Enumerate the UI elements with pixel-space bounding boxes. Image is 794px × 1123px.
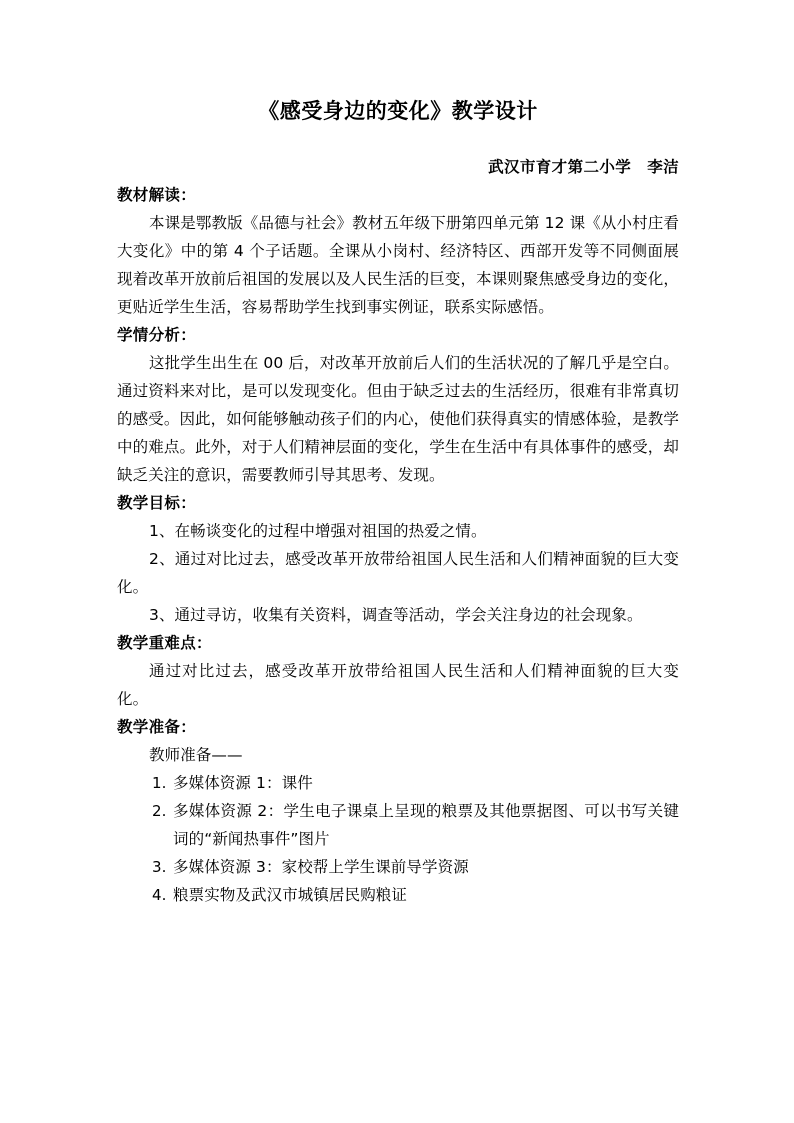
list-item-text: 多媒体资源 1：课件 — [173, 774, 313, 792]
list-item-number: 2. — [152, 802, 167, 820]
byline-author: 李洁 — [647, 158, 679, 176]
objective-item-1: 1、在畅谈变化的过程中增强对祖国的热爱之情。 — [149, 522, 487, 540]
page-title: 《感受身边的变化》教学设计 — [258, 99, 538, 123]
list-item — [117, 797, 679, 853]
section-heading-key-difficulties: 教学重难点： — [117, 634, 212, 652]
list-item — [117, 881, 679, 909]
objective-item-2: 2、通过对比过去，感受改革开放带给祖国人民生活和人们精神面貌的巨大变化。 — [117, 550, 679, 596]
list-item — [117, 769, 679, 797]
section-body-textbook-analysis: 本课是鄂教版《品德与社会》教材五年级下册第四单元第 12 课《从小村庄看大变化》中的第 4 个子话题。全课从小岗村、经济特区、西部开发等不同侧面展现着改革开放前后祖国的发展以及人民生活的巨变，本课则聚焦感受身边的变化，更贴近学生生活，容易帮助学生找到事实例证，联系实际感悟。 — [117, 214, 679, 316]
list-item-number: 1. — [152, 774, 167, 792]
byline — [117, 153, 679, 181]
list-item-number: 4. — [152, 886, 167, 904]
document-body — [117, 96, 679, 909]
teaching-preparation-list — [117, 769, 679, 909]
list-item-text: 粮票实物及武汉市城镇居民购粮证 — [173, 886, 408, 904]
section-body-key-difficulties: 通过对比过去，感受改革开放带给祖国人民生活和人们精神面貌的巨大变化。 — [117, 662, 679, 708]
section-heading-student-analysis: 学情分析： — [117, 326, 197, 344]
list-item — [117, 853, 679, 881]
objective-item-3: 3、通过寻访，收集有关资料，调查等活动，学会关注身边的社会现象。 — [149, 606, 643, 624]
section-heading-textbook-analysis: 教材解读： — [117, 186, 197, 204]
subheading-teacher-preparation: 教师准备—— — [149, 746, 243, 764]
list-item-number: 3. — [152, 858, 167, 876]
section-heading-teaching-objectives: 教学目标： — [117, 494, 197, 512]
section-heading-teaching-preparation: 教学准备： — [117, 718, 197, 736]
section-body-student-analysis: 这批学生出生在 00 后，对改革开放前后人们的生活状况的了解几乎是空白。通过资料来对比，是可以发现变化。但由于缺乏过去的生活经历，很难有非常真切的感受。因此，如何能够触动孩子们的内心，使他们获得真实的情感体验，是教学中的难点。此外，对于人们精神层面的变化，学生在生活中有具体事件的感受，却缺乏关注的意识，需要教师引导其思考、发现。 — [117, 354, 679, 484]
list-item-text: 多媒体资源 2：学生电子课桌上呈现的粮票及其他票据图、可以书写关键词的“新闻热事件”图片 — [173, 802, 679, 848]
list-item-text: 多媒体资源 3：家校帮上学生课前导学资源 — [173, 858, 469, 876]
byline-school: 武汉市育才第二小学 — [488, 158, 632, 176]
